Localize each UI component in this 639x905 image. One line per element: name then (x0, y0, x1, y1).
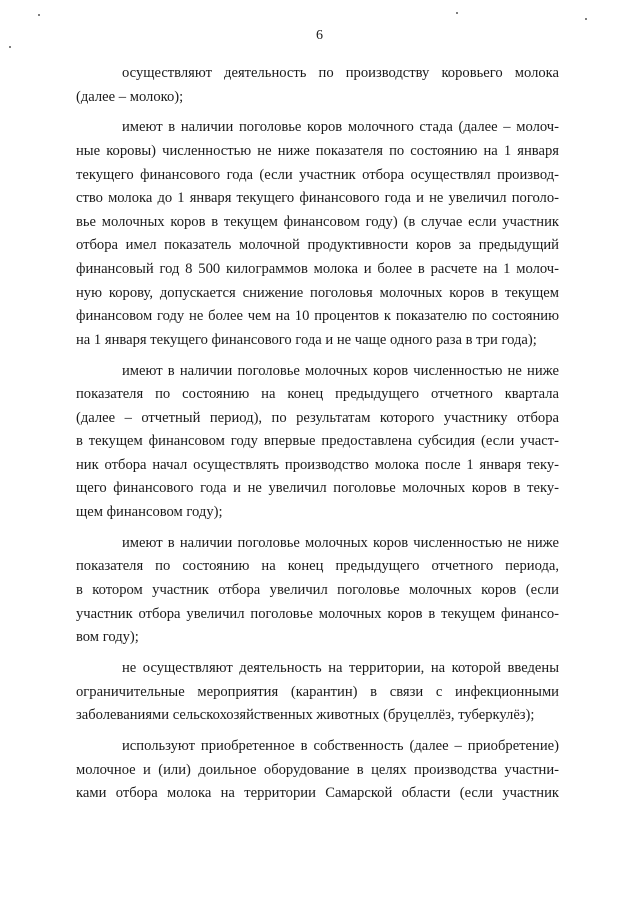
text-line: ограничительные мероприятия (карантин) в связи с инфекционными (76, 683, 559, 700)
text-line: вом году); (76, 629, 139, 646)
text-line: показателя по состоянию на конец предыдущего отчетного периода, (76, 558, 559, 575)
paragraph (76, 532, 559, 650)
text-line: в текущем финансовом году впервые предоставлена субсидия (если участ- (76, 433, 559, 450)
text-line: используют приобретенное в собственность (далее – приобретение) (122, 737, 559, 754)
text-line: в котором участник отбора увеличил поголовье молочных коров (если (76, 582, 559, 599)
text-line: имеют в наличии поголовье молочных коров численностью не ниже (122, 534, 559, 551)
paragraph (76, 735, 559, 806)
paragraph (76, 116, 559, 352)
text-line: вье молочных коров в текущем финансовом году) (в случае если участник (76, 213, 559, 230)
scan-speck (9, 46, 11, 48)
text-line: осуществляют деятельность по производству коровьего молока (122, 65, 559, 81)
scan-speck (38, 14, 40, 16)
text-line: ную корову, допускается снижение поголовья молочных коров в текущем (76, 284, 559, 301)
text-line: ками отбора молока на территории Самарской области (если участник (76, 785, 559, 802)
paragraph (76, 657, 559, 728)
text-line: ные коровы) численностью не ниже показателя по состоянию на 1 января (76, 142, 559, 159)
document-body (76, 62, 559, 813)
page-number: 6 (316, 28, 323, 43)
text-line: (далее – отчетный период), по результатам которого участнику отбора (76, 409, 559, 426)
text-line: молочное и (или) доильное оборудование в целях производства участни- (76, 761, 559, 778)
text-line: на 1 января текущего финансового года и не чаще одного раза в три года); (76, 331, 537, 348)
text-line: имеют в наличии поголовье коров молочного стада (далее – молоч- (122, 119, 559, 136)
paragraph (76, 360, 559, 525)
text-line: ство молока до 1 января текущего финансового года и не увеличил поголо- (76, 190, 559, 207)
text-line: щего финансового года и не увеличил поголовье молочных коров в теку- (76, 480, 559, 497)
text-line: заболеваниями сельскохозяйственных животных (бруцеллёз, туберкулёз); (76, 707, 535, 724)
text-line: отбора имел показатель молочной продуктивности коров за предыдущий (76, 237, 559, 254)
text-line: финансовый год 8 500 килограммов молока и более в расчете на 1 молоч- (76, 260, 559, 277)
text-line: показателя по состоянию на конец предыдущего отчетного квартала (76, 386, 559, 403)
text-line: участник отбора увеличил поголовье молочных коров в текущем финансо- (76, 605, 559, 622)
scan-speck (456, 12, 458, 14)
text-line: ник отбора начал осуществлять производство молока после 1 января теку- (76, 456, 559, 473)
text-line: имеют в наличии поголовье молочных коров численностью не ниже (122, 362, 559, 379)
text-line: щем финансовом году); (76, 504, 223, 521)
scan-speck (585, 18, 587, 20)
paragraph (76, 62, 559, 109)
text-line: текущего финансового года (если участник отбора осуществлял производ- (76, 166, 559, 183)
text-line: не осуществляют деятельность на территории, на которой введены (122, 660, 559, 676)
text-line: финансовом году не более чем на 10 процентов к показателю по состоянию (76, 308, 559, 325)
text-line: (далее – молоко); (76, 88, 184, 105)
